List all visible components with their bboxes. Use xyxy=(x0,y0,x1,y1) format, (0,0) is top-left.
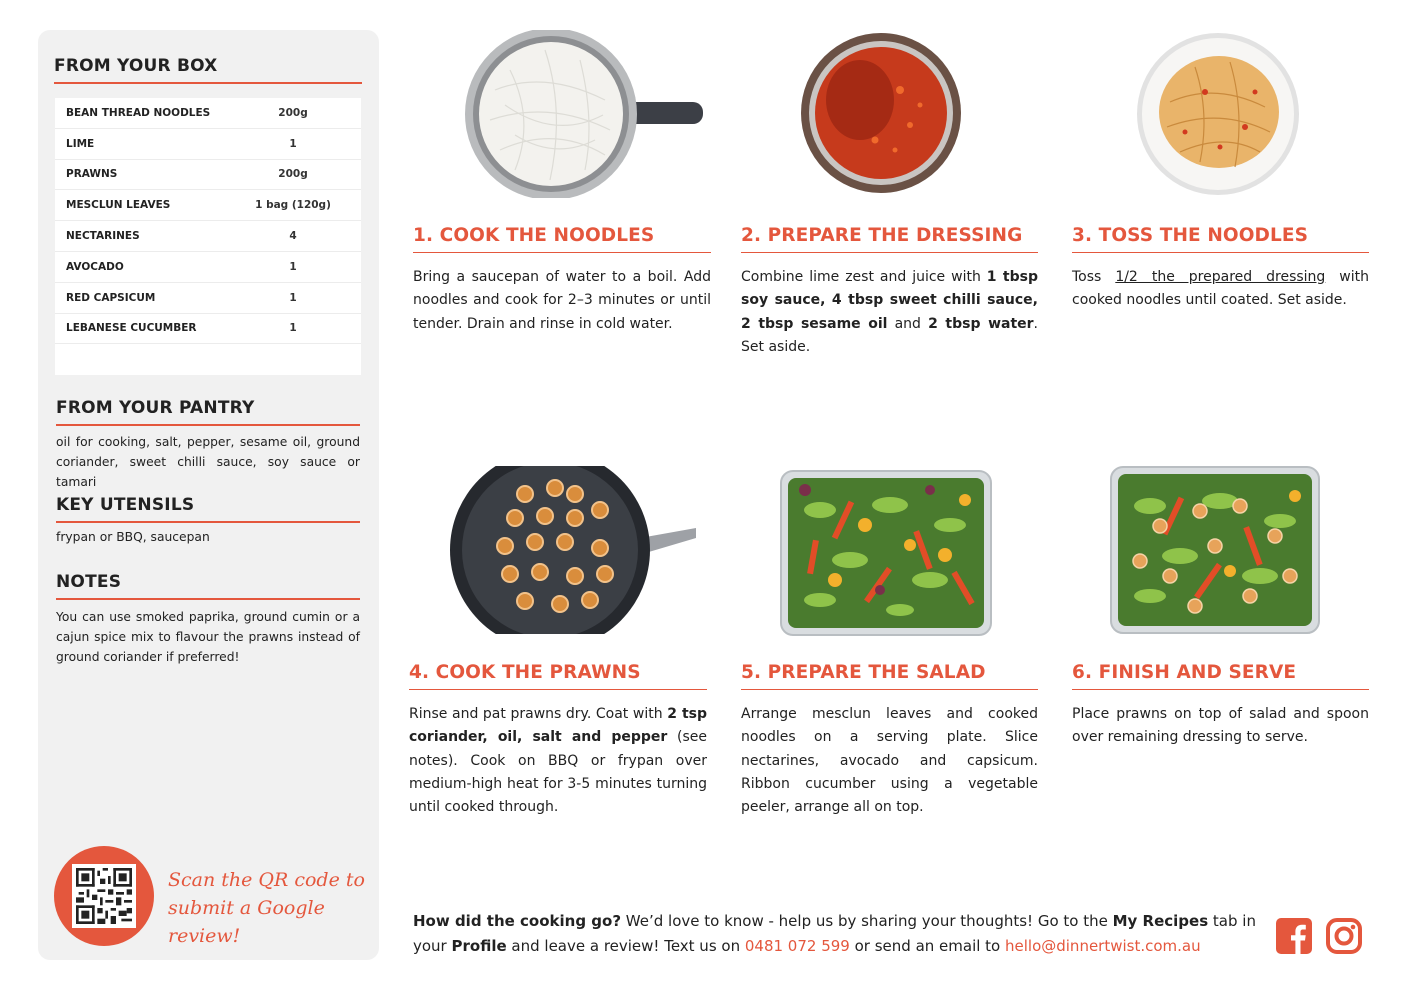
ingredient-qty: 1 xyxy=(289,322,297,335)
box-title: FROM YOUR BOX xyxy=(54,56,362,84)
footer-text: or send an email to xyxy=(849,937,1005,955)
step-2-text-part: . Set aside. xyxy=(741,315,1038,355)
table-row xyxy=(55,221,361,252)
facebook-icon[interactable] xyxy=(1276,918,1312,954)
step-6-text xyxy=(1072,703,1369,750)
utensils-text: frypan or BBQ, saucepan xyxy=(56,530,210,544)
notes-title: NOTES xyxy=(56,572,360,600)
step-5-text-part: Arrange mesclun leaves and cooked noodles on a serving plate. Slice nectarines, avocado and capsicum. Ribbon cucumber using a vegetable peeler, arrange all on top. xyxy=(741,706,1038,816)
footer-text: and leave a review! Text us on xyxy=(506,937,745,955)
finished-salad-photo xyxy=(1110,466,1320,634)
footer-text: tab in your xyxy=(413,912,1256,955)
ingredient-qty: 1 xyxy=(289,137,297,150)
utensils-title: KEY UTENSILS xyxy=(56,495,360,523)
step-4-text-part: Rinse and pat prawns dry. Coat with xyxy=(409,706,668,722)
step-1-text xyxy=(413,266,711,336)
notes-text: You can use smoked paprika, ground cumin or a cajun spice mix to flavour the prawns instead of ground coriander if preferred! xyxy=(56,610,360,664)
table-row xyxy=(55,314,361,345)
salad-tray-photo xyxy=(780,470,992,636)
ingredient-qty: 1 xyxy=(289,260,297,273)
qr-caption xyxy=(168,866,368,950)
qr-caption-line-2: submit a Google review! xyxy=(168,897,325,947)
footer-text: We’d love to know - help us by sharing your thoughts! Go to the xyxy=(621,912,1113,930)
ingredient-name: RED CAPSICUM xyxy=(66,291,156,304)
step-4-text-part: (see notes). Cook on BBQ or frypan over medium-high heat for 3-5 minutes turning until cooked through. xyxy=(409,729,707,816)
step-3-text xyxy=(1072,266,1369,313)
ingredient-qty: 1 xyxy=(289,291,297,304)
step-3-text-part: with cooked noodles until coated. Set aside. xyxy=(1072,269,1369,309)
my-recipes-label: My Recipes xyxy=(1112,912,1209,930)
profile-label: Profile xyxy=(451,937,507,955)
email-link[interactable]: hello@dinnertwist.com.au xyxy=(1005,937,1201,955)
step-4-bold-text: 2 tsp coriander, oil, salt and pepper xyxy=(409,706,707,746)
pantry-text: oil for cooking, salt, pepper, sesame oil, ground coriander, sweet chilli sauce, soy sauce or tamari xyxy=(56,435,360,489)
ingredient-name: AVOCADO xyxy=(66,260,124,273)
ingredients-table xyxy=(55,98,361,375)
step-2-bold-text: 2 tbsp water xyxy=(928,315,1034,332)
pantry-title: FROM YOUR PANTRY xyxy=(56,398,360,426)
qr-caption-line-1: Scan the QR code to xyxy=(168,869,365,891)
table-row xyxy=(55,129,361,160)
step-2-text-part: Combine lime zest and juice with xyxy=(741,269,987,285)
step-1-title: 1. COOK THE NOODLES xyxy=(413,225,711,253)
noodles-pot-photo xyxy=(455,30,703,198)
ingredient-name: PRAWNS xyxy=(66,168,118,181)
step-6-text-part: Place prawns on top of salad and spoon over remaining dressing to serve. xyxy=(1072,706,1369,746)
table-row xyxy=(55,283,361,314)
step-3-underlined-text: 1/2 the prepared dressing xyxy=(1115,269,1326,285)
review-footer xyxy=(413,909,1263,959)
instagram-icon[interactable] xyxy=(1326,918,1362,954)
footer-question: How did the cooking go? xyxy=(413,912,622,930)
step-5-title: 5. PREPARE THE SALAD xyxy=(741,662,1038,690)
ingredient-name: MESCLUN LEAVES xyxy=(66,199,171,212)
qr-code-icon xyxy=(72,864,136,928)
ingredient-name: LEBANESE CUCUMBER xyxy=(66,322,197,335)
prawns-frypan-photo xyxy=(450,466,698,634)
step-5-text xyxy=(741,703,1038,819)
step-3-text-part: Toss xyxy=(1072,269,1116,285)
ingredient-name: LIME xyxy=(66,137,95,150)
step-4-title: 4. COOK THE PRAWNS xyxy=(409,662,707,690)
table-row xyxy=(55,190,361,221)
ingredient-qty: 200g xyxy=(278,106,308,119)
phone-link[interactable]: 0481 072 599 xyxy=(744,937,850,955)
table-row xyxy=(55,160,361,191)
ingredient-qty: 4 xyxy=(289,230,297,243)
step-4-text xyxy=(409,703,707,819)
qr-badge[interactable] xyxy=(54,846,154,946)
step-2-title: 2. PREPARE THE DRESSING xyxy=(741,225,1038,253)
ingredient-qty: 1 bag (120g) xyxy=(255,199,331,212)
ingredient-name: BEAN THREAD NOODLES xyxy=(66,106,211,119)
ingredient-qty: 200g xyxy=(278,168,308,181)
dressing-bowl-photo xyxy=(800,30,962,196)
step-2-bold-text: 1 tbsp soy sauce, 4 tbsp sweet chilli sauce, 2 tbsp sesame oil xyxy=(741,269,1038,332)
ingredient-name: NECTARINES xyxy=(66,230,140,243)
step-1-text-part: Bring a saucepan of water to a boil. Add noodles and cook for 2–3 minutes or until tender. Drain and rinse in cold water. xyxy=(413,269,711,332)
tossed-noodles-bowl-photo xyxy=(1135,32,1301,196)
step-2-text xyxy=(741,266,1038,359)
table-row xyxy=(55,252,361,283)
table-row xyxy=(55,98,361,129)
step-3-title: 3. TOSS THE NOODLES xyxy=(1072,225,1369,253)
step-6-title: 6. FINISH AND SERVE xyxy=(1072,662,1369,690)
step-2-text-part: and xyxy=(887,315,929,332)
sidebar xyxy=(38,30,379,960)
